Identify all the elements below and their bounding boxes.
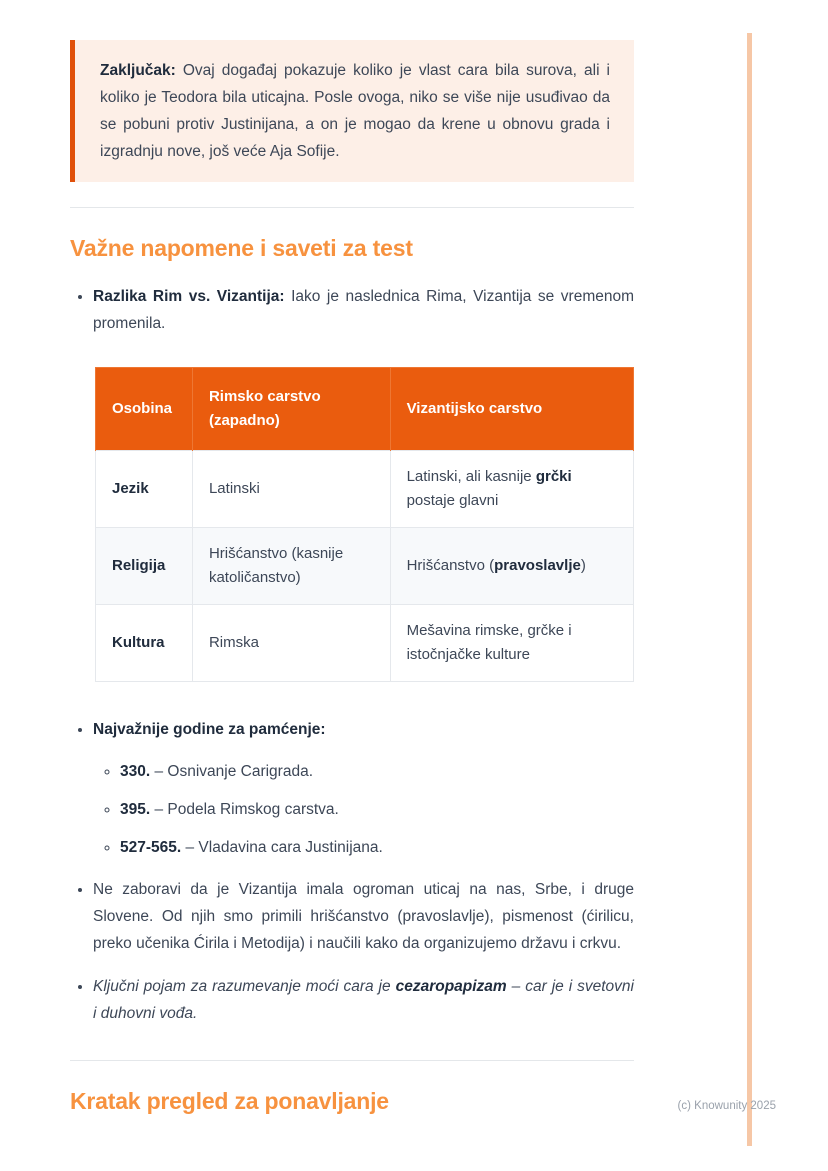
comparison-table-body [96,451,634,682]
cell-byz-text-after: postaje glavni [406,492,499,509]
section-title-notes: Važne napomene i saveti za test [70,235,413,261]
section-divider-bottom [70,1060,634,1061]
cell-feature: Religija [96,528,193,605]
list-item-razlika [93,283,634,337]
list-item-year [120,759,634,784]
page-edge-stripe [747,33,752,1146]
cell-roman: Hrišćanstvo (kasnije katoličanstvo) [192,528,390,605]
conclusion-text: Ovaj događaj pokazuje koliko je vlast cara bila surova, ali i koliko je Teodora bila uticajna. Posle ovoga, niko se više nije usuđivao da se pobuni protiv Justinijana, a on je mogao da krene u obnovu grada i izgradnju nove, još veće Aja Sofije. [100,62,610,160]
list-item-godine [93,716,634,860]
cell-byz-text: Mešavina rimske, grčke i istočnjačke kulture [406,622,572,663]
cell-byz-text: Latinski, ali kasnije [406,468,536,485]
cell-byzantine [390,528,633,605]
cell-feature: Jezik [96,451,193,528]
cell-roman: Latinski [192,451,390,528]
comparison-table-header [96,368,634,451]
cell-roman: Rimska [192,605,390,682]
pojam-pre: Ključni pojam za razumevanje moći cara je [93,978,396,995]
conclusion-label: Zaključak: [100,62,176,79]
table-row [96,605,634,682]
cell-byz-text: Hrišćanstvo ( [406,557,495,574]
years-list [93,759,634,860]
cell-byz-bold: grčki [535,468,572,485]
list-item-year [120,797,634,822]
list-item-uticaj [93,876,634,957]
pojam-bold: cezaropapizam [395,978,507,995]
copyright-footer: (c) Knowunity 2025 [677,1100,776,1112]
godine-bold: Najvažnije godine za pamćenje: [93,721,326,738]
notes-list-2 [70,716,634,1027]
year-bold: 527-565. [120,839,182,856]
section-title-review: Kratak pregled za ponavljanje [70,1088,389,1114]
table-header-row [96,368,634,451]
year-text: – Vladavina cara Justinijana. [181,839,383,856]
cell-feature: Kultura [96,605,193,682]
list-item-pojam [93,973,634,1027]
cell-byzantine [390,605,633,682]
pojam-post: – car je i svetovni i duhovni vođa. [93,978,634,1022]
header-cell-osobina: Osobina [96,368,193,451]
year-text: – Osnivanje Carigrada. [150,763,314,780]
cell-byz-text-after: ) [580,557,586,574]
cell-byz-bold: pravoslavlje [494,557,581,574]
section-divider-top [70,207,634,208]
header-cell-vizantijsko: Vizantijsko carstvo [390,368,633,451]
razlika-text: Iako je naslednica Rima, Vizantija se vremenom promenila. [93,288,635,332]
notes-list-1 [70,283,634,337]
year-bold: 330. [120,763,151,780]
razlika-bold: Razlika Rim vs. Vizantija: [93,288,285,305]
table-row [96,528,634,605]
table-row [96,451,634,528]
conclusion-paragraph [100,57,610,165]
document-content [70,40,634,1136]
comparison-table [95,367,634,682]
cell-byzantine [390,451,633,528]
year-bold: 395. [120,801,151,818]
header-cell-rimsko: Rimsko carstvo (zapadno) [192,368,390,451]
conclusion-callout [70,40,634,182]
list-item-year [120,835,634,860]
year-text: – Podela Rimskog carstva. [150,801,339,818]
uticaj-text: Ne zaboravi da je Vizantija imala ogroman uticaj na nas, Srbe, i druge Slovene. Od njih smo primili hrišćanstvo (pravoslavlje), pismenost (ćirilicu, preko učenika Ćirila i Metodija) i naučili kako da organizujemo državu i crkvu. [93,881,634,952]
